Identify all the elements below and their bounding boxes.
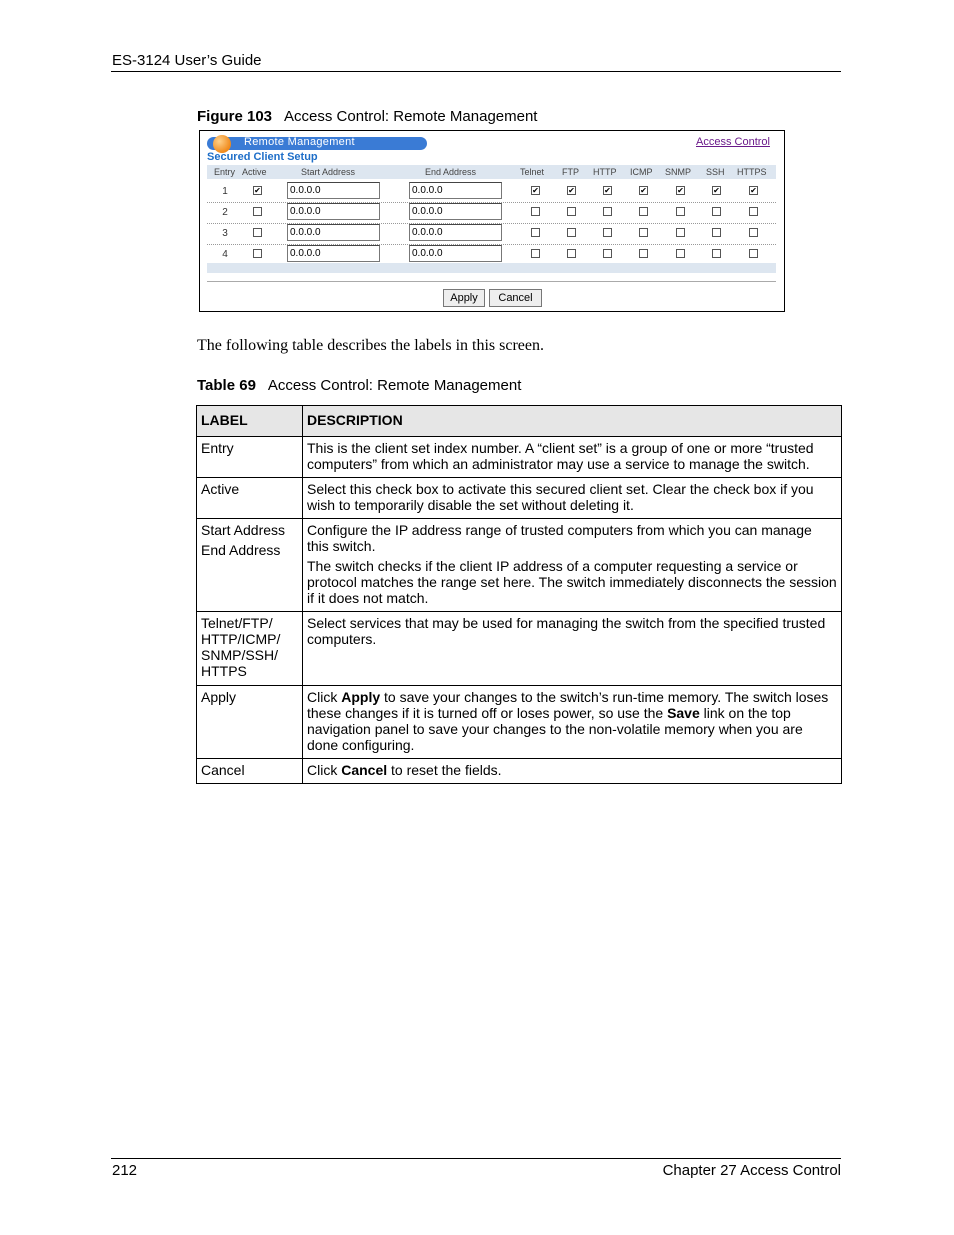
- apply-desc-part1: Click: [307, 689, 342, 705]
- ssh-checkbox[interactable]: [712, 207, 721, 216]
- start-address-input[interactable]: [287, 182, 380, 199]
- figure-title: Access Control: Remote Management: [284, 108, 538, 125]
- table-row: [197, 686, 842, 759]
- label-header: LABEL: [197, 406, 303, 437]
- snmp-checkbox[interactable]: [676, 228, 685, 237]
- apply-button[interactable]: Apply: [443, 289, 485, 307]
- cancel-button[interactable]: Cancel: [489, 289, 542, 307]
- telnet-checkbox[interactable]: [531, 207, 540, 216]
- icmp-checkbox[interactable]: [639, 207, 648, 216]
- description-header: DESCRIPTION: [303, 406, 842, 437]
- start-address-input[interactable]: [287, 224, 380, 241]
- ftp-checkbox[interactable]: [567, 207, 576, 216]
- ssh-checkbox[interactable]: [712, 249, 721, 258]
- table-row: [197, 759, 842, 784]
- col-start-address: Start Address: [301, 167, 356, 177]
- figure-caption: [197, 108, 537, 125]
- entry-number: 4: [222, 249, 228, 260]
- row-label: Entry: [197, 437, 303, 478]
- col-end-address: End Address: [425, 167, 477, 177]
- col-entry: Entry: [214, 167, 236, 177]
- http-checkbox[interactable]: [603, 207, 612, 216]
- apply-desc-bold1: Apply: [341, 689, 381, 705]
- screen-title: Remote Management: [244, 136, 355, 148]
- entry-number: 2: [222, 207, 228, 218]
- icmp-checkbox[interactable]: [639, 228, 648, 237]
- row-description: Select this check box to activate this secured client set. Clear the check box if you wish to temporarily disable the set without deleting it.: [303, 478, 842, 519]
- intro-paragraph: The following table describes the labels in this screen.: [197, 337, 545, 354]
- end-address-label: End Address: [201, 542, 281, 558]
- ftp-checkbox[interactable]: [567, 228, 576, 237]
- http-checkbox[interactable]: [603, 186, 612, 195]
- column-header: [207, 165, 776, 179]
- active-checkbox[interactable]: [253, 228, 262, 237]
- table-row: [197, 519, 842, 612]
- end-address-input[interactable]: [409, 182, 502, 199]
- col-http: HTTP: [593, 167, 617, 177]
- row-description: [303, 686, 842, 759]
- entry-number: 3: [222, 228, 228, 239]
- start-address-input[interactable]: [287, 245, 380, 262]
- https-checkbox[interactable]: [749, 186, 758, 195]
- table-title: Access Control: Remote Management: [267, 377, 522, 394]
- snmp-checkbox[interactable]: [676, 249, 685, 258]
- footer-rule: [111, 1158, 841, 1159]
- col-telnet: Telnet: [520, 167, 545, 177]
- apply-desc-bold2: Save: [667, 705, 700, 721]
- col-ftp: FTP: [562, 167, 579, 177]
- cancel-desc-part2: to reset the fields.: [387, 762, 502, 778]
- telnet-checkbox[interactable]: [531, 228, 540, 237]
- snmp-checkbox[interactable]: [676, 207, 685, 216]
- start-address-label: Start Address: [201, 522, 286, 538]
- cancel-desc-part1: Click: [307, 762, 342, 778]
- page-number: 212: [112, 1162, 138, 1179]
- col-active: Active: [242, 167, 267, 177]
- client-set-row: [207, 223, 776, 245]
- section-title: Secured Client Setup: [207, 151, 318, 163]
- figure-number: Figure 103: [197, 108, 273, 125]
- snmp-checkbox[interactable]: [676, 186, 685, 195]
- icmp-checkbox[interactable]: [639, 249, 648, 258]
- client-set-row: [207, 202, 776, 224]
- table-number: Table 69: [197, 377, 256, 394]
- start-address-input[interactable]: [287, 203, 380, 220]
- row-description: [303, 519, 842, 612]
- http-checkbox[interactable]: [603, 228, 612, 237]
- icmp-checkbox[interactable]: [639, 186, 648, 195]
- access-control-link[interactable]: Access Control: [696, 136, 770, 148]
- active-checkbox[interactable]: [253, 207, 262, 216]
- cancel-desc-bold: Cancel: [341, 762, 388, 778]
- apply-desc-part3: link on the top navigation panel to save your changes to the non-volatile memory when you are done configuring.: [307, 705, 803, 753]
- header-rule: [111, 71, 841, 72]
- row-description: [303, 759, 842, 784]
- table-header-row: [197, 406, 842, 437]
- telnet-checkbox[interactable]: [531, 186, 540, 195]
- https-checkbox[interactable]: [749, 228, 758, 237]
- apply-desc-part2: to save your changes to the switch’s run-time memory. The switch loses these changes if it is turned off or loses power, so use the: [307, 689, 829, 721]
- ftp-checkbox[interactable]: [567, 186, 576, 195]
- table-caption: [197, 377, 521, 394]
- row-label: Active: [197, 478, 303, 519]
- col-ssh: SSH: [706, 167, 725, 177]
- ftp-checkbox[interactable]: [567, 249, 576, 258]
- active-checkbox[interactable]: [253, 186, 262, 195]
- client-set-row: [207, 181, 776, 203]
- row-description: This is the client set index number. A “client set” is a group of one or more “trusted computers” from which an administrator may use a service to manage the switch.: [303, 437, 842, 478]
- end-address-input[interactable]: [409, 245, 502, 262]
- table-row: [197, 437, 842, 478]
- label-description-table: [196, 405, 842, 784]
- table-footer-band: [207, 263, 776, 273]
- address-desc-1: Configure the IP address range of trusted computers from which you can manage this switch.: [307, 522, 812, 554]
- row-description: Select services that may be used for managing the switch from the specified trusted computers.: [303, 612, 842, 686]
- ssh-checkbox[interactable]: [712, 228, 721, 237]
- col-snmp: SNMP: [665, 167, 692, 177]
- row-label: Cancel: [197, 759, 303, 784]
- chapter-title: Chapter 27 Access Control: [662, 1162, 841, 1179]
- ssh-checkbox[interactable]: [712, 186, 721, 195]
- table-row: [197, 478, 842, 519]
- running-header: ES-3124 User’s Guide: [112, 52, 262, 69]
- row-label: [197, 519, 303, 612]
- row-label: Apply: [197, 686, 303, 759]
- https-checkbox[interactable]: [749, 249, 758, 258]
- entry-number: 1: [222, 186, 228, 197]
- col-https: HTTPS: [737, 167, 767, 177]
- active-checkbox[interactable]: [253, 249, 262, 258]
- table-row: [197, 612, 842, 686]
- end-address-input[interactable]: [409, 224, 502, 241]
- remote-management-screenshot: [199, 130, 785, 312]
- button-separator: [207, 281, 776, 282]
- end-address-input[interactable]: [409, 203, 502, 220]
- row-label: Telnet/FTP/ HTTP/ICMP/ SNMP/SSH/ HTTPS: [197, 612, 303, 686]
- address-desc-2: The switch checks if the client IP address of a computer requesting a service or protocol matches the range set here. The switch immediately disconnects the session if it does not match.: [307, 558, 837, 606]
- telnet-checkbox[interactable]: [531, 249, 540, 258]
- col-icmp: ICMP: [630, 167, 653, 177]
- https-checkbox[interactable]: [749, 207, 758, 216]
- http-checkbox[interactable]: [603, 249, 612, 258]
